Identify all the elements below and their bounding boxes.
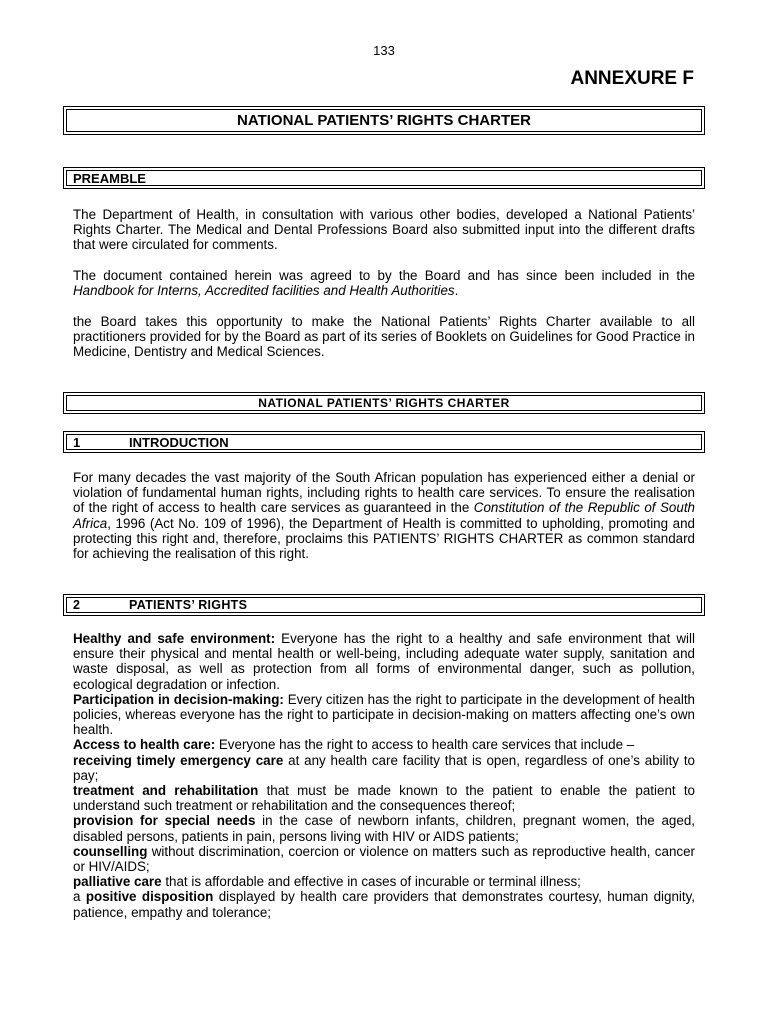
preamble-heading: PREAMBLE — [66, 170, 702, 186]
right-item-title: palliative care — [73, 874, 162, 890]
constitution-title: Constitution of the Republic of South Africa — [73, 500, 695, 531]
preamble-paragraph-2 — [73, 268, 695, 298]
right-item-text: Everyone has the right to a healthy and safe environment that will ensure their physical and mental health or well-being, including adequate water supply, sanitation and waste disposal, as well as protection from all forms of environmental danger, such as pollution, ecological degradation or infection. — [73, 631, 695, 692]
charter-heading-box — [63, 392, 705, 414]
introduction-title: INTRODUCTION — [129, 434, 229, 450]
patients-rights-heading-box — [63, 594, 705, 616]
right-item-title: counselling — [73, 843, 148, 859]
introduction-number: 1 — [73, 434, 81, 450]
main-title-box — [63, 106, 705, 135]
right-item-text: that must be made known to the patient to enable the patient to understand such treatment or rehabilitation and the consequences thereof; — [73, 783, 695, 814]
patients-rights-number: 2 — [73, 598, 81, 612]
introduction-heading — [66, 434, 702, 450]
right-item — [73, 783, 695, 813]
introduction-heading-box — [63, 431, 705, 453]
patients-rights-heading — [66, 597, 702, 613]
right-item-prefix: a — [73, 889, 86, 905]
handbook-title: Handbook for Interns, Accredited facilities and Health Authorities — [73, 283, 455, 299]
right-item-title: positive disposition — [85, 889, 214, 905]
preamble-heading-box — [63, 167, 705, 189]
right-item-text: in the case of newborn infants, children, pregnant women, the aged, disabled persons, patients in pain, persons living with HIV or AIDS patients; — [73, 813, 695, 844]
page-number: 133 — [373, 43, 395, 58]
preamble-paragraph-3: the Board takes this opportunity to make the National Patients’ Rights Charter available to all practitioners provided for by the Board as part of its series of Booklets on Guidelines for Good Practice in Medicine, Dentistry and Medical Sciences. — [73, 314, 695, 360]
right-item — [73, 631, 695, 692]
right-item-text: Every citizen has the right to participate in the development of health policies, whereas everyone has the right to participate in decision-making on matters affecting one’s own health. — [73, 691, 695, 738]
right-item-text: without discrimination, coercion or violence on matters such as reproductive health, cancer or HIV/AIDS; — [73, 843, 695, 875]
main-title: NATIONAL PATIENTS’ RIGHTS CHARTER — [66, 109, 702, 132]
intro-text-b: , 1996 (Act No. 109 of 1996), the Department of Health is committed to upholding, promoting and protecting this right and, therefore, proclaims this PATIENTS’ RIGHTS CHARTER as common standard for achieving the realisation of this right. — [73, 515, 695, 562]
right-item-title: provision for special needs — [73, 813, 256, 829]
right-item — [73, 844, 695, 874]
right-item-title: Participation in decision-making: — [73, 691, 284, 707]
right-item — [73, 889, 695, 919]
introduction-paragraph — [73, 470, 695, 561]
right-item-title: receiving timely emergency care — [73, 752, 284, 768]
patients-rights-list — [73, 631, 695, 920]
right-item-text: at any health care facility that is open, regardless of one’s ability to pay; — [73, 752, 696, 783]
right-item-text: displayed by health care providers that demonstrates courtesy, human dignity, patience, empathy and tolerance; — [73, 889, 696, 920]
right-item — [73, 874, 695, 889]
preamble-p2-text: The document contained herein was agreed to by the Board and has since been included in the — [73, 268, 695, 283]
right-item-text: that is affordable and effective in cases of incurable or terminal illness; — [161, 874, 581, 890]
intro-text-a: For many decades the vast majority of the South African population has experienced either a denial or violation of fundamental human rights, including rights to health care services. To ensure the realisation of the right of access to health care services as guaranteed in the — [73, 470, 695, 516]
right-item-title: Access to health care: — [73, 737, 216, 753]
right-item — [73, 813, 695, 843]
right-item — [73, 753, 695, 783]
patients-rights-title: PATIENTS’ RIGHTS — [129, 598, 248, 612]
right-item-title: Healthy and safe environment: — [73, 631, 276, 646]
charter-heading: NATIONAL PATIENTS’ RIGHTS CHARTER — [66, 395, 702, 411]
annexure-label: ANNEXURE F — [570, 68, 694, 89]
preamble-p2-end: . — [454, 283, 459, 299]
preamble-paragraph-1: The Department of Health, in consultation with various other bodies, developed a National Patients’ Rights Charter. The Medical and Dental Professions Board also submitted input into the different drafts that were circulated for comments. — [73, 207, 695, 253]
right-item-text: Everyone has the right to access to health care services that include – — [215, 737, 635, 753]
right-item — [73, 692, 695, 738]
right-item-title: treatment and rehabilitation — [73, 783, 259, 799]
right-item — [73, 737, 695, 752]
